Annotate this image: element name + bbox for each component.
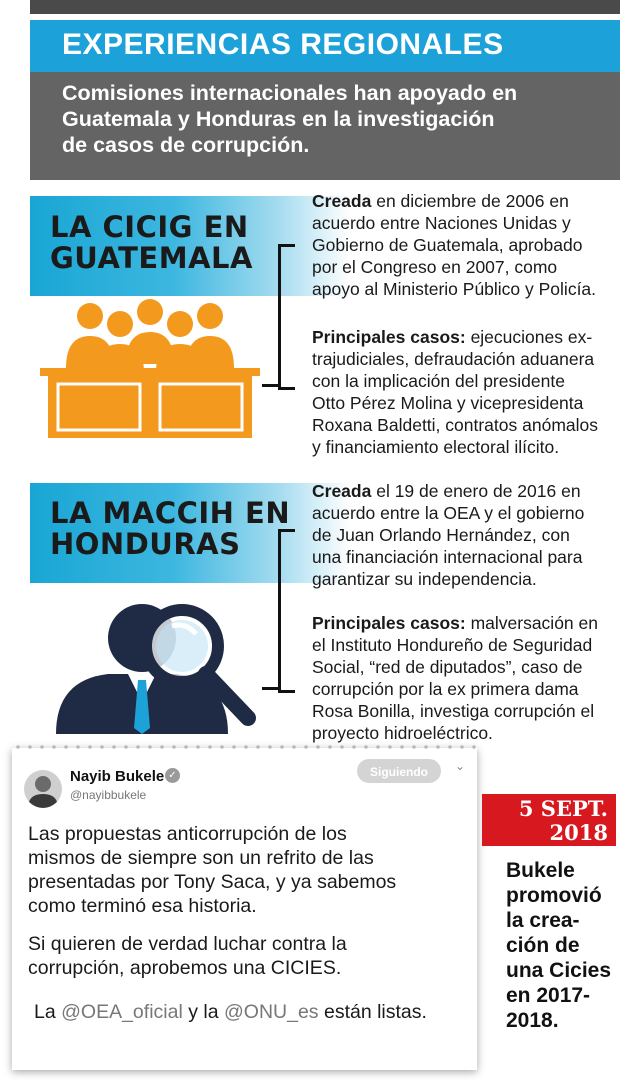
date-year: 2018 (549, 820, 608, 845)
top-strip (30, 0, 620, 14)
tweet-perforation (12, 744, 477, 750)
cicig-cases-text: Principales casos: ejecuciones ex- trajudiciales, defraudación aduanera con la implicación del presidente Otto Pérez Molina y vicepresidenta Roxana Baldetti, contratos anómalos y financiamiento electoral ilícito. (312, 327, 598, 457)
tweet-author-handle[interactable]: @nayibbukele (70, 788, 147, 802)
cicig-created-text: Creada en diciembre de 2006 en acuerdo entre Naciones Unidas y Gobierno de Guatemala, aprobado por el Congreso en 2007, como apoyo al Ministerio Público y Policía. (312, 191, 597, 299)
avatar-silhouette-icon (24, 770, 62, 808)
chevron-down-icon[interactable]: ⌄ (455, 759, 466, 773)
date-day-month: 5 SEPT. (518, 796, 608, 821)
subtitle: Comisiones internacionales han apoyado en Guatemala y Honduras en la investigación de casos de corrupción. (62, 81, 518, 157)
maccih-bracket-tick (262, 687, 280, 690)
verified-badge-icon: ✓ (165, 768, 180, 783)
maccih-cases-text: Principales casos: malversación en el Instituto Hondureño de Seguridad Social, “red de diputados”, caso de corrupción por la ex primera dama Rosa Bonilla, investiga corrupción el proyecto hidroeléctrico. (312, 613, 598, 743)
cicig-title: LA CICIG EN GUATEMALA (50, 210, 253, 275)
investigator-magnifier-icon (50, 596, 265, 734)
maccih-created-text: Creada el 19 de enero de 2016 en acuerdo entre la OEA y el gobierno de Juan Orlando Hernández, con una financiación internacional para garantizar su independencia. (312, 481, 585, 589)
page-title: EXPERIENCIAS REGIONALES (62, 28, 504, 61)
tweet-text-paragraph-3: La @OEA_oficial y la @ONU_es están listas. (34, 1001, 427, 1023)
cicig-bracket (278, 244, 295, 390)
avatar[interactable] (24, 770, 62, 808)
tweet-author-name[interactable]: Nayib Bukele (70, 768, 165, 785)
tweet-text-paragraph-1: Las propuestas anticorrupción de los mismos de siempre son un refrito de las presentadas por Tony Saca, y ya sabemos como terminó esa historia. (28, 823, 397, 917)
following-button[interactable]: Siguiendo (357, 759, 441, 783)
tribunal-icon (30, 298, 270, 440)
maccih-title: LA MACCIH EN HONDURAS (50, 496, 291, 561)
mention-onu[interactable]: @ONU_es (223, 1001, 319, 1023)
mention-oea[interactable]: @OEA_oficial (61, 1001, 183, 1023)
maccih-bracket (278, 529, 295, 693)
cicig-bracket-tick (262, 384, 280, 387)
tweet-text-paragraph-2: Si quieren de verdad luchar contra la corrupción, aprobemos una CICIES. (28, 933, 347, 979)
bukele-side-note: Bukele promovió la crea- ción de una Cicies en 2017- 2018. (506, 859, 612, 1032)
